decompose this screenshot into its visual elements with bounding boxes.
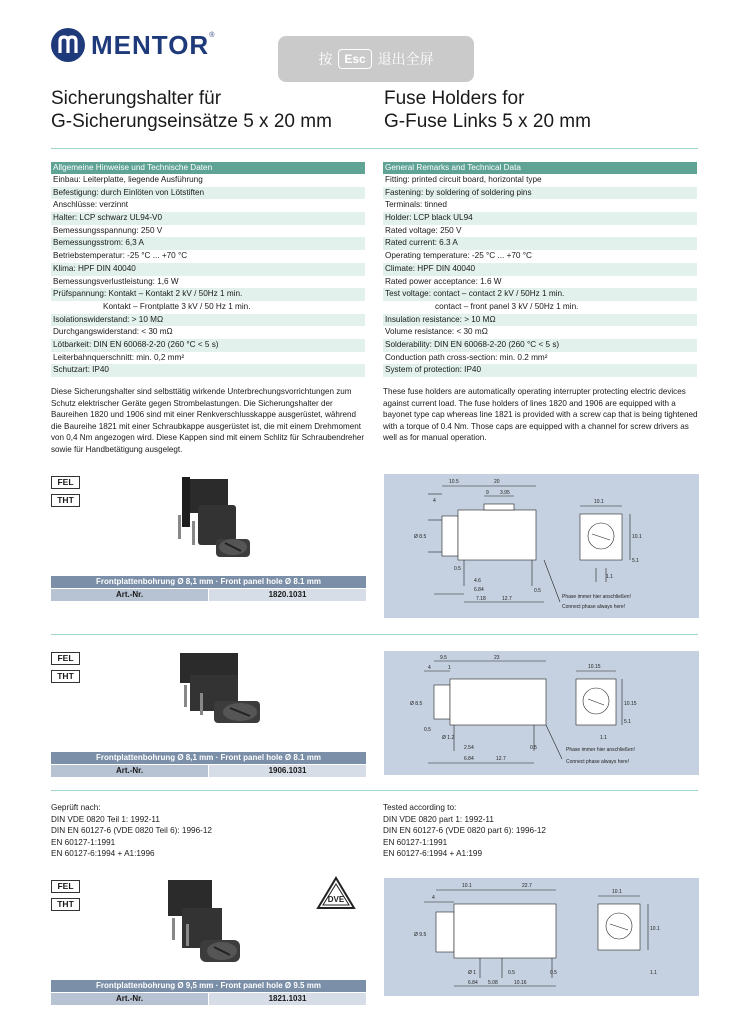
dim-l: 7.18 (476, 596, 486, 602)
dimension-drawing-1906 (384, 651, 699, 775)
phase-note-en: Connect phase always here! (562, 604, 626, 610)
dim-c: 4 (428, 665, 431, 671)
spec-row: Rated current: 6.3 A (383, 237, 697, 250)
fuse-holder-photo (160, 874, 250, 979)
spec-row: Operating temperature: -25 °C ... +70 °C (385, 251, 532, 261)
dim-a: 10.5 (449, 479, 459, 485)
spec-table-en (383, 162, 697, 377)
phase-note-de: Phase immer hier anschließen! (566, 747, 635, 753)
art-no-label: Art.-Nr. (51, 589, 208, 601)
dim-f: Ø 8.5 (410, 701, 423, 707)
description-de: Diese Sicherungshalter sind selbsttätig wirkende Unterbrechungsvorrichtungen zum Schutz elektrischer Geräte gegen Strombelastungen. Die Sicherungshalter der Baureihen 1820 und 1906 sind mit einer Renkverschlusskappe ausgerüstet, während die Baureihe 1821 mit einer Schraubkappe ausgerüstet ist, die mit einem Drehmoment von 0,4 Nm angezogen wird. Diese Kappen sind mit einem Schlitz für Schraubendreher sowie für Handbetätigung ausgelegt. (51, 387, 365, 454)
dim-o: 0.5 (508, 970, 515, 976)
dim-j: 1.1 (650, 970, 657, 976)
brand-name: MENTOR (91, 29, 210, 60)
dim-q: Ø 1.2 (442, 735, 455, 741)
page-title-de (51, 87, 332, 133)
spec-row: Rated voltage: 250 V (385, 225, 462, 235)
spec-row: Einbau: Leiterplatte, liegende Ausführung (53, 175, 203, 184)
spec-row: Anschlüsse: verzinnt (53, 200, 129, 210)
exit-fullscreen-hint[interactable] (278, 36, 474, 82)
spec-row: Test voltage: contact – contact 2 kV / 50Hz 1 min. (383, 288, 697, 301)
vde-text: DVE (327, 895, 345, 904)
dim-r: 0.5 (550, 970, 557, 976)
brand-logo (51, 25, 214, 65)
spec-row: Rated power acceptance: 1.6 W (385, 276, 502, 286)
tested-list-de (51, 802, 212, 860)
spec-row: System of protection: IP40 (383, 364, 697, 377)
dim-b: 23 (494, 655, 500, 661)
panel-hole-bar: Frontplattenbohrung Ø 8,1 mm · Front panel hole Ø 8.1 mm (51, 752, 366, 764)
dim-b: 22.7 (522, 883, 532, 889)
spec-row: Durchgangswiderstand: < 30 mΩ (53, 327, 173, 337)
tested-heading: Geprüft nach: (51, 803, 101, 812)
dim-o: 0.5 (424, 727, 431, 733)
dim-n: 4.6 (474, 578, 481, 584)
panel-hole-bar: Frontplattenbohrung Ø 9,5 mm · Front panel hole Ø 9.5 mm (51, 980, 366, 992)
standard-item: DIN VDE 0820 part 1: 1992-11 (383, 814, 494, 824)
divider (51, 790, 698, 791)
spec-row: Schutzart: IP40 (51, 364, 365, 377)
spec-row: Conduction path cross-section: min. 0.2 mm² (385, 352, 548, 362)
title-de-line2: G-Sicherungseinsätze 5 x 20 mm (51, 111, 332, 132)
spec-row: Leiterbahnquerschnitt: min. 0,2 mm² (53, 352, 185, 362)
art-no-row (51, 589, 366, 601)
spec-row: Isolationswiderstand: > 10 MΩ (51, 314, 365, 327)
exit-fullscreen-label: 退出全屏 (377, 51, 434, 67)
spec-row: Betriebstemperatur: -25 °C ... +70 °C (53, 251, 188, 261)
spec-row: Climate: HPF DIN 40040 (383, 263, 697, 276)
standard-item: DIN EN 60127-6 (VDE 0820 Teil 6): 1996-12 (51, 826, 212, 835)
title-de-line1: Sicherungshalter für (51, 88, 222, 109)
dim-d: 1 (448, 665, 451, 671)
dim-h: 10.1 (632, 534, 642, 540)
spec-row: Bemessungsverlustleistung: 1,6 W (53, 276, 179, 286)
fel-badge: FEL (51, 476, 80, 489)
dim-i: 5.1 (624, 719, 631, 725)
page-title-en (384, 87, 591, 133)
spec-row: Terminals: tinned (385, 200, 447, 210)
spec-row: Fastening: by soldering of soldering pins (383, 187, 697, 200)
dim-m: 12.7 (496, 756, 506, 762)
standard-item: EN 60127-1:1991 (383, 837, 448, 847)
dim-j: 1.1 (600, 735, 607, 741)
dim-e: 4 (433, 498, 436, 504)
tested-heading: Tested according to: (383, 803, 457, 812)
title-en-line1: Fuse Holders for (384, 88, 525, 109)
spec-header-de: Allgemeine Hinweise und Technische Daten (51, 162, 365, 174)
spec-row: contact – front panel 3 kV / 50Hz 1 min. (385, 301, 579, 311)
fuse-holder-photo (170, 475, 260, 578)
spec-row: Klima: HPF DIN 40040 (51, 263, 365, 276)
dim-k: 6.84 (474, 587, 484, 593)
art-no-row (51, 993, 366, 1005)
dim-g: 10.15 (588, 664, 601, 670)
mentor-logo-icon (51, 28, 85, 62)
dim-o: 0.5 (454, 566, 461, 572)
fuse-holder-photo (170, 645, 270, 745)
phase-note-de: Phase immer hier anschließen! (562, 594, 631, 600)
tht-badge: THT (51, 494, 80, 507)
dim-a: 9.5 (440, 655, 447, 661)
dim-c: 4 (432, 895, 435, 901)
dimension-drawing-1820 (384, 474, 699, 618)
standard-item: DIN EN 60127-6 (VDE 0820 part 6): 1996-12 (383, 826, 546, 835)
esc-key: Esc (338, 49, 371, 69)
spec-row: Volume resistance: < 30 mΩ (385, 327, 488, 337)
dim-f: Ø 8.5 (414, 534, 427, 540)
spec-table-de (51, 162, 365, 377)
tht-badge: THT (51, 670, 80, 683)
dim-m: 12.7 (502, 596, 512, 602)
art-no-value: 1821.1031 (209, 993, 366, 1005)
spec-row: Prüfspannung: Kontakt – Kontakt 2 kV / 50Hz 1 min. (51, 288, 365, 301)
art-no-label: Art.-Nr. (51, 765, 208, 777)
spec-row: Bemessungsstrom: 6,3 A (51, 237, 365, 250)
dim-d: 3.95 (500, 490, 510, 496)
title-en-line2: G-Fuse Links 5 x 20 mm (384, 111, 591, 132)
standard-item: EN 60127-6:1994 + A1:1996 (51, 849, 155, 858)
spec-row: Befestigung: durch Einlöten von Lötstiften (51, 187, 365, 200)
dim-h: 10.15 (624, 701, 637, 707)
art-no-value: 1906.1031 (209, 765, 366, 777)
spec-row: Lötbarkeit: DIN EN 60068-2-20 (260 °C < 5 s) (51, 339, 365, 352)
dimension-drawing-1821 (384, 878, 699, 996)
standard-item: DIN VDE 0820 Teil 1: 1992-11 (51, 814, 160, 824)
dim-k: 6.84 (468, 980, 478, 986)
dim-g: 10.1 (594, 499, 604, 505)
dim-n: 2.54 (464, 745, 474, 751)
art-no-value: 1820.1031 (209, 589, 366, 601)
spec-row: Fitting: printed circuit board, horizontal type (385, 175, 542, 184)
phase-note-en: Connect phase always here! (566, 759, 630, 765)
dim-i: 5.1 (632, 558, 639, 564)
vde-mark-icon (316, 876, 356, 915)
spec-row: Holder: LCP black UL94 (383, 212, 697, 225)
spec-row: Bemessungsspannung: 250 V (53, 225, 163, 235)
dim-g: 10.1 (612, 889, 622, 895)
spec-header-en: General Remarks and Technical Data (383, 162, 697, 174)
spec-row: Solderability: DIN EN 60068-2-20 (260 °C < 5 s) (383, 339, 697, 352)
dim-b: 20 (494, 479, 500, 485)
standard-item: EN 60127-6:1994 + A1:199 (383, 849, 483, 858)
spec-row: Halter: LCP schwarz UL94-V0 (51, 212, 365, 225)
dim-p: 0.5 (534, 588, 541, 594)
panel-hole-bar: Frontplattenbohrung Ø 8,1 mm · Front panel hole Ø 8.1 mm (51, 576, 366, 588)
tht-badge: THT (51, 898, 80, 911)
dim-r: 0.5 (530, 745, 537, 751)
press-label: 按 (318, 51, 333, 67)
spec-row: Kontakt – Frontplatte 3 kV / 50 Hz 1 min. (53, 301, 251, 311)
brand-reg: ® (209, 31, 215, 39)
dim-j: 1.1 (606, 574, 613, 580)
tested-list-en (383, 802, 546, 860)
dim-q: Ø 1 (468, 970, 477, 976)
dim-h: 10.1 (650, 926, 660, 932)
art-no-label: Art.-Nr. (51, 993, 208, 1005)
description-en: These fuse holders are automatically operating interrupter protecting electric devices against current load. The fuse holders of lines 1820 and 1906 are equipped with a bayonet type cap whereas line 1821 is provided with a screw cap that is being tightened with a torque of 0.4 Nm. Those caps are equipped with a channel for screw drivers as well as for manual operation. (383, 387, 698, 442)
standard-item: EN 60127-1:1991 (51, 837, 116, 847)
dim-t: 10.16 (514, 980, 527, 986)
dim-s: 5.08 (488, 980, 498, 986)
dim-f: Ø 9.5 (414, 932, 427, 938)
art-no-row (51, 765, 366, 777)
spec-row: Insulation resistance: > 10 MΩ (383, 314, 697, 327)
fel-badge: FEL (51, 652, 80, 665)
divider (51, 634, 698, 635)
dim-c: 9 (486, 490, 489, 496)
divider (51, 148, 698, 149)
dim-a: 10.1 (462, 883, 472, 889)
dim-k: 6.84 (464, 756, 474, 762)
fel-badge: FEL (51, 880, 80, 893)
